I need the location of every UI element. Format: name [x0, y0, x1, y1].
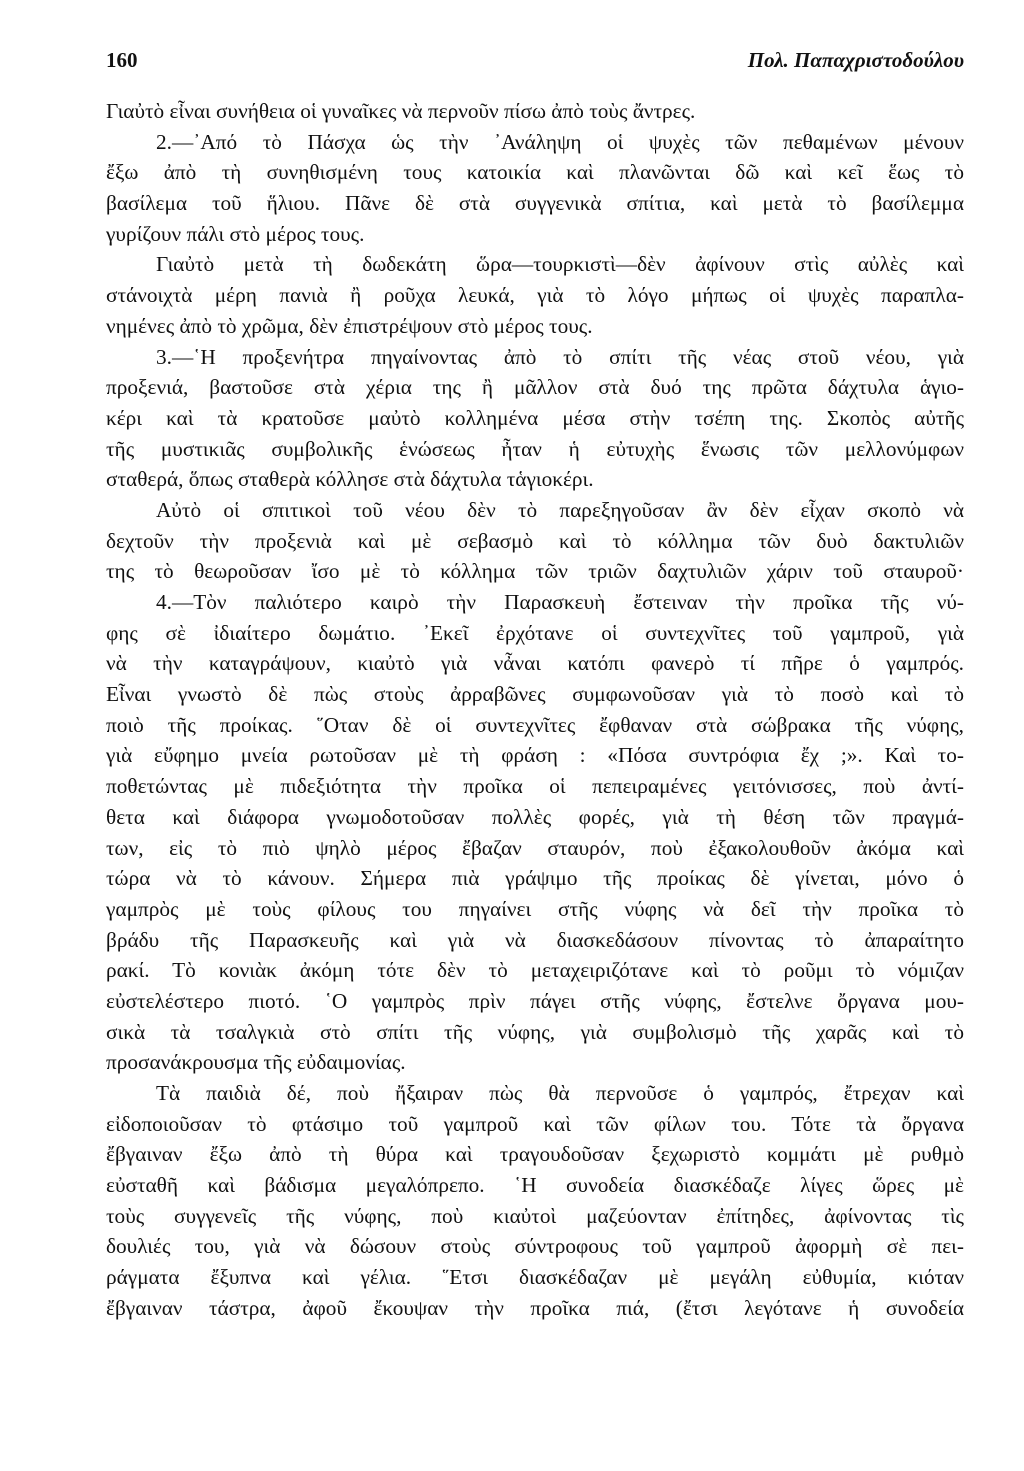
- text-line: 3.—῾Η προξενήτρα πηγαίνοντας ἀπὸ τὸ σπίτι τῆς νέας στοῦ νέου, γιὰ: [156, 344, 964, 369]
- text-line: προσανάκρουσμα τῆς εὐδαιμονίας.: [106, 1050, 406, 1075]
- page-header: [106, 48, 964, 78]
- text-line: Τὰ παιδιὰ δέ, ποὺ ἤξαιραν πὼς θὰ περνοῦσε ὁ γαμπρός, ἔτρεχαν καὶ: [156, 1081, 964, 1105]
- text-line: τώρα νὰ τὸ κάνουν. Σήμερα πιὰ γράψιμο τῆς προίκας δὲ γίνεται, μόνο ὁ: [106, 866, 964, 891]
- text-line: ράγματα ἔξυπνα καὶ γέλια. ῞Ετσι διασκέδαζαν μὲ μεγάλη εὐθυμία, κιόταν: [106, 1265, 964, 1290]
- text-line: βράδυ τῆς Παρασκευῆς καὶ γιὰ νὰ διασκεδάσουν πίνοντας τὸ ἀπαραίτητο: [106, 927, 964, 952]
- text-line: τοὺς συγγενεῖς τῆς νύφης, ποὺ κιαὐτοὶ μαζεύονταν ἐπίτηδες, ἀφίνοντας τὶς: [106, 1203, 964, 1228]
- text-line: ποιὸ τῆς προίκας. ῞Οταν δὲ οἱ συντεχνῖτες ἔφθαναν στὰ σώβρακα τῆς νύφης,: [106, 712, 964, 737]
- text-line: 2.—᾿Από τὸ Πάσχα ὡς τὴν ᾿Ανάληψη οἱ ψυχὲς τῶν πεθαμένων μένουν: [156, 129, 964, 154]
- page-number: 160: [106, 48, 138, 72]
- text-line: φης σὲ ἰδιαίτερο δωμάτιο. ᾿Εκεῖ ἐρχότανε οἱ συντεχνῖτες τοῦ γαμπροῦ, γιὰ: [106, 620, 964, 645]
- text-line: δεχτοῦν τὴν προξενιὰ καὶ μὲ σεβασμὸ καὶ τὸ κόλλημα τῶν δυὸ δακτυλιῶν: [106, 528, 964, 553]
- text-line: βασίλεμα τοῦ ἥλιου. Πᾶνε δὲ στὰ συγγενικὰ σπίτια, καὶ μετὰ τὸ βασίλεμμα: [106, 191, 964, 216]
- running-head-author: Πολ. Παπαχριστοδούλου: [747, 48, 964, 72]
- text-line: κέρι καὶ τὰ κρατοῦσε μαὐτὸ κολλημένα μέσα στὴν τσέπη της. Σκοπὸς αὐτῆς: [106, 405, 964, 430]
- text-line: ρακί. Τὸ κονιὰκ ἀκόμη τότε δὲν τὸ μεταχειριζότανε καὶ τὸ ροῦμι τὸ νόμιζαν: [106, 958, 964, 983]
- text-line: ἔβγαιναν τάστρα, ἀφοῦ ἔκουψαν τὴν προῖκα πιά, (ἔτσι λεγότανε ἡ συνοδεία: [106, 1295, 964, 1320]
- text-line: γιὰ εὔφημο μνεία ρωτοῦσαν μὲ τὴ φράση : «Πόσα συντρόφια ἔχ ;». Καὶ το-: [106, 743, 964, 768]
- body-text: [106, 96, 964, 1324]
- text-line: εὐσταθῆ καὶ βάδισμα μεγαλόπρεπο. ῾Η συνοδεία διασκέδαζε λίγες ὥρες μὲ: [106, 1173, 964, 1198]
- text-line: δουλιές του, γιὰ νὰ δώσουν στοὺς σύντροφους τοῦ γαμπροῦ ἀφορμὴ σὲ πει-: [106, 1234, 964, 1259]
- text-line: Εἶναι γνωστὸ δὲ πὼς στοὺς ἀρραβῶνες συμφωνοῦσαν γιὰ τὸ ποσὸ καὶ τὸ: [106, 682, 964, 707]
- text-line: της τὸ θεωροῦσαν ἴσο μὲ τὸ κόλλημα τῶν τριῶν δαχτυλιῶν χάριν τοῦ σταυροῦ·: [106, 559, 964, 584]
- text-line: ποθετώντας μὲ πιδεξιότητα τὴν προῖκα οἱ πεπειραμένες γειτόνισσες, ποὺ ἀντί-: [106, 774, 964, 799]
- text-line: ἔβγαιναν ἔξω ἀπὸ τὴ θύρα καὶ τραγουδοῦσαν ξεχωριστὸ κομμάτι μὲ ρυθμὸ: [106, 1142, 964, 1167]
- text-line: ἔξω ἀπὸ τὴ συνηθισμένη τους κατοικία καὶ πλανῶνται δῶ καὶ κεῖ ἕως τὸ: [106, 160, 964, 185]
- text-line: 4.—Τὸν παλιότερο καιρὸ τὴν Παρασκευὴ ἔστειναν τὴν προῖκα τῆς νύ-: [156, 590, 964, 614]
- text-line: στάνοιχτὰ μέρη πανιὰ ἢ ροῦχα λευκά, γιὰ τὸ λόγο μήπως οἱ ψυχὲς παραπλα-: [106, 283, 964, 308]
- text-line: Αὐτὸ οἱ σπιτικοὶ τοῦ νέου δὲν τὸ παρεξηγοῦσαν ἂν δὲν εἶχαν σκοπὸ νὰ: [156, 497, 964, 522]
- text-line: γαμπρὸς μὲ τοὺς φίλους του πηγαίνει στῆς νύφης νὰ δεῖ τὴν προῖκα τὸ: [106, 896, 964, 921]
- text-line: Γιαὐτὸ εἶναι συνήθεια οἱ γυναῖκες νὰ περνοῦν πίσω ἀπὸ τοὺς ἄντρες.: [106, 99, 696, 123]
- text-line: τῆς μυστικιᾶς συμβολικῆς ἑνώσεως ἦταν ἡ εὐτυχὴς ἕνωσις τῶν μελλονύμφων: [106, 436, 964, 461]
- text-line: σταθερά, ὅπως σταθερὰ κόλλησε στὰ δάχτυλα τἁγιοκέρι.: [106, 467, 594, 492]
- text-line: Γιαὐτὸ μετὰ τὴ δωδεκάτη ὥρα—τουρκιστὶ—δὲν ἀφίνουν στὶς αὐλὲς καὶ: [156, 252, 964, 277]
- text-line: των, εἰς τὸ πιὸ ψηλὸ μέρος ἔβαζαν σταυρόν, ποὺ ἐξακολουθοῦν ἀκόμα καὶ: [106, 835, 964, 860]
- text-line: νημένες ἀπὸ τὸ χρῶμα, δὲν ἐπιστρέψουν στὸ μέρος τους.: [106, 313, 593, 338]
- text-line: εἰδοποιοῦσαν τὸ φτάσιμο τοῦ γαμπροῦ καὶ τῶν φίλων του. Τότε τὰ ὄργανα: [106, 1111, 964, 1136]
- text-line: σικὰ τὰ τσαλγκιὰ στὸ σπίτι τῆς νύφης, γιὰ συμβολισμὸ τῆς χαρᾶς καὶ τὸ: [106, 1019, 964, 1044]
- text-line: θετα καὶ διάφορα γνωμοδοτοῦσαν πολλὲς φορές, γιὰ τὴ θέση τῶν πραγμά-: [106, 804, 964, 829]
- text-line: εὐστελέστερο πιοτό. ῾Ο γαμπρὸς πρὶν πάγει στῆς νύφης, ἔστελνε ὄργανα μου-: [106, 988, 964, 1013]
- text-line: προξενιά, βαστοῦσε στὰ χέρια της ἢ μᾶλλον στὰ δυό της πρῶτα δάχτυλα ἁγιο-: [106, 375, 964, 400]
- text-line: νὰ τὴν καταγράψουν, κιαὐτὸ γιὰ νἆναι κατόπι φανερὸ τί πῆρε ὁ γαμπρός.: [106, 651, 964, 676]
- text-line: γυρίζουν πάλι στὸ μέρος τους.: [106, 221, 365, 246]
